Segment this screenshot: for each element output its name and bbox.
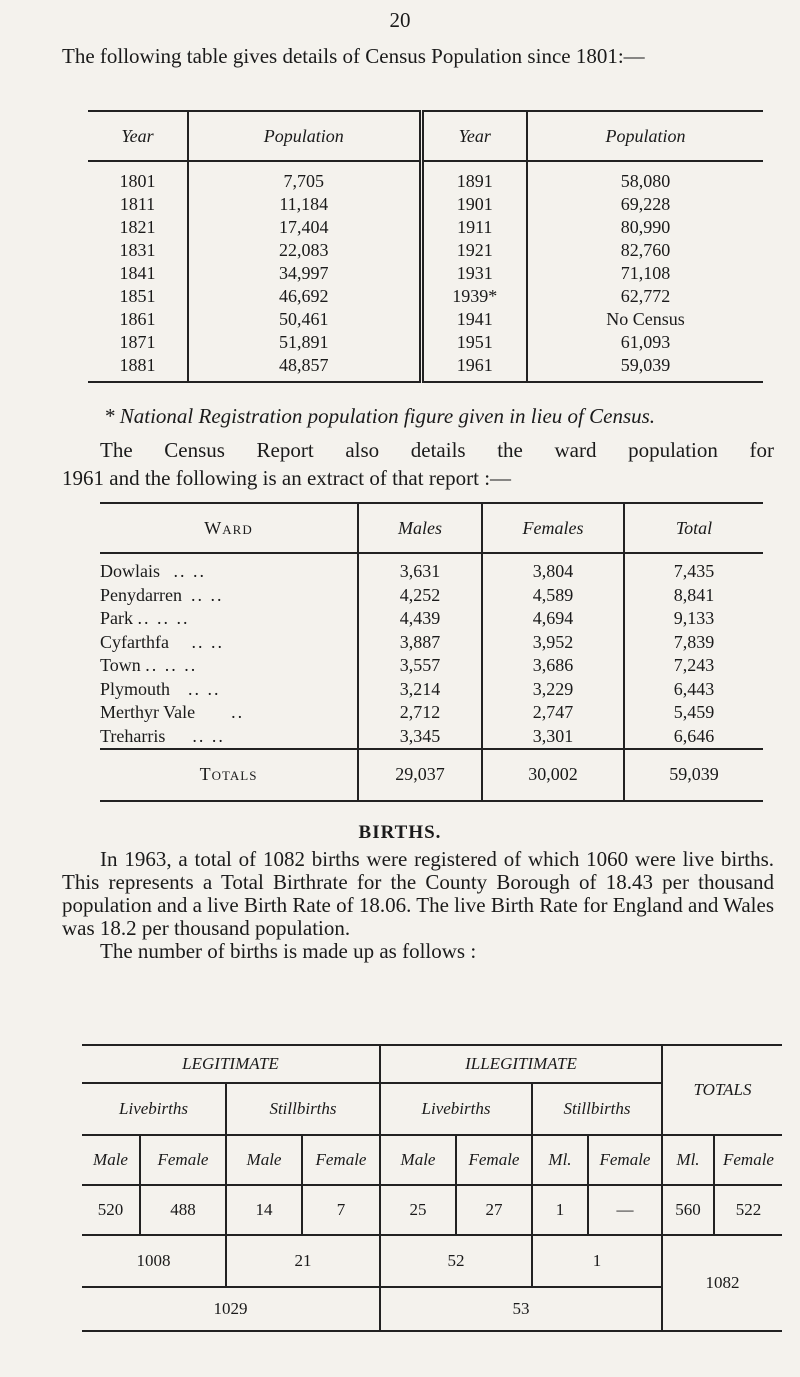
- ward-females: 3,301: [482, 725, 624, 750]
- census-year: 1941: [421, 308, 527, 331]
- ward-total: 9,133: [673, 608, 715, 628]
- ward-males: 3,214: [358, 678, 482, 702]
- births-value: 27: [456, 1185, 532, 1235]
- births-value: 488: [140, 1185, 226, 1235]
- births-value: 560: [662, 1185, 714, 1235]
- census-year: 1911: [421, 216, 527, 239]
- ward-name: Merthyr Vale: [100, 702, 196, 722]
- col-female: Female: [456, 1135, 532, 1185]
- births-table: [82, 1044, 782, 1332]
- census-year: 1811: [88, 193, 188, 216]
- table-row: [82, 1185, 782, 1235]
- ward-males: 3,631: [358, 553, 482, 584]
- births-paragraph: In 1963, a total of 1082 births were registered of which 1060 were live births. This represents a Total Birthrate for the County Borough of 18.43 per thousand population and a live Birth Rate of 18.06. The live Birth Rate for England and Wales was 18.2 per thousand population.: [62, 847, 774, 940]
- table-row: [88, 193, 763, 216]
- census-year: 1871: [88, 331, 188, 354]
- census-population: 7,705: [188, 161, 421, 193]
- census-population: 69,228: [620, 194, 671, 214]
- census-population: 62,772: [620, 286, 671, 306]
- table-row: [100, 701, 763, 725]
- census-population: 61,093: [620, 332, 671, 352]
- ward-totals-row: [100, 749, 763, 801]
- ward-name-cell: [100, 631, 358, 655]
- ward-intro-line: The Census Report also details the ward population for: [100, 438, 774, 462]
- ward-name: Plymouth: [100, 678, 171, 699]
- census-population: No Census: [606, 309, 685, 329]
- totals-header: TOTALS: [662, 1045, 782, 1135]
- census-year: 1939*: [421, 285, 527, 308]
- table-row: [88, 285, 763, 308]
- subtotal-value: 1: [532, 1235, 662, 1287]
- ward-name: Penydarren: [100, 584, 182, 605]
- census-population: 82,760: [620, 240, 671, 260]
- census-year: 1901: [421, 193, 527, 216]
- table-row: [88, 216, 763, 239]
- ward-header-females: Females: [482, 503, 624, 553]
- ward-females: 3,229: [482, 678, 624, 702]
- ward-name: Town: [100, 655, 141, 675]
- births-value: 520: [82, 1185, 140, 1235]
- col-female: Female: [140, 1135, 226, 1185]
- table-row: [100, 584, 763, 608]
- grand-total: 1082: [662, 1235, 782, 1331]
- ward-name-cell: [100, 701, 358, 725]
- births-value: 522: [714, 1185, 782, 1235]
- leader-dots: .. .. ..: [137, 608, 190, 628]
- ward-total: 8,841: [673, 584, 715, 605]
- ward-total: 6,443: [673, 678, 715, 699]
- col-female: Female: [302, 1135, 380, 1185]
- census-population: 71,108: [620, 263, 671, 283]
- ward-total: 5,459: [673, 702, 715, 722]
- leader-dots: .. ..: [173, 561, 206, 581]
- ward-name: Treharris: [100, 725, 166, 746]
- census-population: 22,083: [188, 239, 421, 262]
- census-population: 48,857: [188, 354, 421, 382]
- ward-total: 7,839: [673, 631, 715, 652]
- table-row: [88, 354, 763, 382]
- leader-dots: .. ..: [192, 725, 225, 746]
- census-population: 51,891: [188, 331, 421, 354]
- census-year: 1931: [421, 262, 527, 285]
- table-row: [88, 239, 763, 262]
- ward-males: 3,887: [358, 631, 482, 655]
- table-row: [100, 654, 763, 678]
- ward-name-cell: [100, 654, 358, 678]
- census-population: 80,990: [620, 217, 671, 237]
- col-ml: Ml.: [662, 1135, 714, 1185]
- ward-females: 3,952: [482, 631, 624, 655]
- subtotal-row: [82, 1235, 782, 1287]
- ward-name-cell: [100, 725, 358, 750]
- census-year: 1861: [88, 308, 188, 331]
- legit-livebirths-header: Livebirths: [82, 1083, 226, 1135]
- ward-population-table: [100, 502, 763, 802]
- ward-males: 4,252: [358, 584, 482, 608]
- table-row: [100, 553, 763, 584]
- subtotal-value: 52: [380, 1235, 532, 1287]
- leader-dots: .. ..: [188, 678, 221, 699]
- ward-total: 7,435: [673, 561, 715, 581]
- births-value: 1: [532, 1185, 588, 1235]
- leader-dots: .. ..: [191, 631, 224, 652]
- births-value: 25: [380, 1185, 456, 1235]
- ward-name: Park: [100, 608, 133, 628]
- census-year: 1831: [88, 239, 188, 262]
- ward-header-total: Total: [624, 503, 763, 553]
- census-header-population: Population: [188, 111, 421, 161]
- totals-label: Totals: [100, 749, 358, 801]
- ward-total: 6,646: [673, 725, 715, 746]
- table-row: [100, 631, 763, 655]
- census-population: 59,039: [527, 354, 763, 382]
- legit-stillbirths-header: Stillbirths: [226, 1083, 380, 1135]
- table-row: [88, 161, 763, 193]
- births-heading: BIRTHS.: [358, 822, 442, 843]
- totals-total: 59,039: [624, 749, 763, 801]
- ward-females: 4,694: [482, 607, 624, 631]
- ward-males: 3,557: [358, 654, 482, 678]
- census-header-population: Population: [527, 111, 763, 161]
- ward-females: 3,686: [482, 654, 624, 678]
- table-row: [88, 262, 763, 285]
- census-population: 34,997: [188, 262, 421, 285]
- ward-intro-paragraph: [62, 436, 774, 492]
- ward-intro-line: 1961 and the following is an extract of that report :—: [62, 466, 512, 490]
- leader-dots: ..: [231, 702, 245, 722]
- ward-total: 7,243: [673, 655, 715, 675]
- ward-header-row: [100, 503, 763, 553]
- col-male: Male: [226, 1135, 302, 1185]
- census-year: 1951: [421, 331, 527, 354]
- illegit-livebirths-header: Livebirths: [380, 1083, 532, 1135]
- table-row: [88, 308, 763, 331]
- page-number: 20: [389, 8, 411, 32]
- census-year: 1801: [88, 161, 188, 193]
- census-table: [88, 110, 763, 383]
- census-year: 1841: [88, 262, 188, 285]
- totals-females: 30,002: [482, 749, 624, 801]
- totals-males: 29,037: [358, 749, 482, 801]
- ward-males: 2,712: [358, 701, 482, 725]
- census-year: 1821: [88, 216, 188, 239]
- col-male: Male: [82, 1135, 140, 1185]
- col-ml: Ml.: [532, 1135, 588, 1185]
- census-year: 1891: [421, 161, 527, 193]
- ward-males: 4,439: [358, 607, 482, 631]
- ward-females: 3,804: [482, 553, 624, 584]
- legitimate-header: LEGITIMATE: [82, 1045, 380, 1083]
- illegitimate-total: 53: [380, 1287, 662, 1331]
- ward-header-males: Males: [358, 503, 482, 553]
- ward-name-cell: [100, 553, 358, 584]
- ward-females: 2,747: [482, 701, 624, 725]
- census-population: 58,080: [620, 171, 671, 191]
- census-population: 11,184: [188, 193, 421, 216]
- births-value: 14: [226, 1185, 302, 1235]
- col-female: Female: [714, 1135, 782, 1185]
- census-year: 1921: [421, 239, 527, 262]
- census-footnote: * National Registration population figure given in lieu of Census.: [104, 404, 656, 428]
- ward-males: 3,345: [358, 725, 482, 750]
- col-male: Male: [380, 1135, 456, 1185]
- ward-name-cell: [100, 678, 358, 702]
- table-row: [100, 725, 763, 750]
- census-year: 1851: [88, 285, 188, 308]
- table-row: [100, 607, 763, 631]
- census-population: 50,461: [188, 308, 421, 331]
- ward-name-cell: [100, 607, 358, 631]
- leader-dots: .. .. ..: [145, 655, 198, 675]
- ward-header-ward: Ward: [100, 503, 358, 553]
- census-population: 17,404: [188, 216, 421, 239]
- illegitimate-header: ILLEGITIMATE: [380, 1045, 662, 1083]
- ward-name-cell: [100, 584, 358, 608]
- leader-dots: .. ..: [190, 584, 224, 605]
- births-intro: The number of births is made up as follows :: [100, 939, 477, 963]
- census-header-year: Year: [421, 111, 527, 161]
- births-value: —: [588, 1185, 662, 1235]
- table-row: [88, 331, 763, 354]
- census-header-year: Year: [88, 111, 188, 161]
- ward-females: 4,589: [482, 584, 624, 608]
- illegit-stillbirths-header: Stillbirths: [532, 1083, 662, 1135]
- subtotal-value: 1008: [82, 1235, 226, 1287]
- census-population: 46,692: [188, 285, 421, 308]
- births-value: 7: [302, 1185, 380, 1235]
- subtotal-value: 21: [226, 1235, 380, 1287]
- census-year: 1881: [88, 354, 188, 382]
- births-text: [62, 848, 774, 963]
- legitimate-total: 1029: [82, 1287, 380, 1331]
- census-header-row: [88, 111, 763, 161]
- table-row: [100, 678, 763, 702]
- census-year: 1961: [421, 354, 527, 382]
- ward-name: Cyfarthfa: [100, 631, 169, 652]
- census-intro: The following table gives details of Census Population since 1801:—: [62, 44, 645, 68]
- col-female: Female: [588, 1135, 662, 1185]
- ward-name: Dowlais: [100, 561, 160, 581]
